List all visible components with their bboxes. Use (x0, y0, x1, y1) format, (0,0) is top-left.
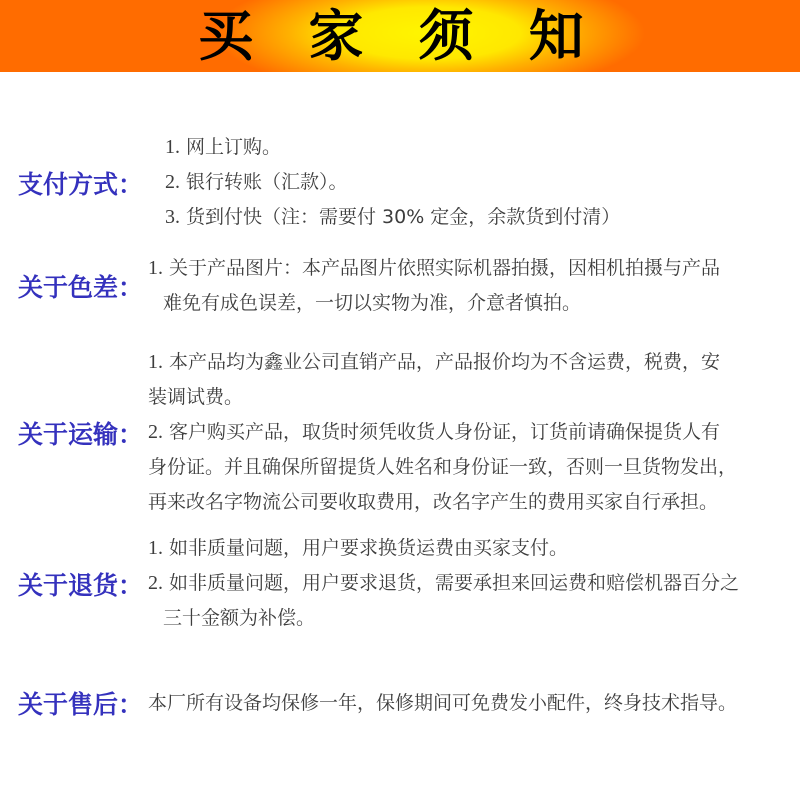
item-line (148, 345, 737, 380)
section-after-sales (18, 685, 800, 721)
section-label: 关于退货： (18, 570, 144, 600)
item-line (148, 686, 737, 721)
item-number: 2. (165, 171, 180, 193)
item-text: 客户购买产品，取货时须凭收货人身份证，订货前请确保提货人有 (169, 421, 721, 443)
notice-item (148, 531, 739, 566)
section-content (148, 345, 737, 520)
item-line (148, 251, 720, 286)
item-text: 银行转账（汇款）。 (186, 171, 348, 193)
item-line (148, 450, 737, 485)
item-number: 1. (148, 257, 163, 279)
section-content (148, 686, 737, 721)
item-text: 如非质量问题，用户要求换货运费由买家支付。 (169, 537, 569, 559)
section-shipping (18, 345, 800, 520)
item-text: 三十金额为补偿。 (163, 607, 316, 629)
item-line (148, 415, 737, 450)
item-text: 关于产品图片：本产品图片依照实际机器拍摄，因相机拍摄与产品 (169, 257, 721, 279)
item-text: 本产品均为鑫业公司直销产品，产品报价均为不含运费，税费，安 (169, 351, 721, 373)
item-text: 再来改名字物流公司要收取费用，改名字产生的费用买家自行承担。 (148, 491, 719, 513)
item-line (165, 130, 620, 165)
item-line (148, 286, 720, 321)
item-text: 网上订购。 (186, 136, 282, 158)
notice-sections (0, 72, 800, 721)
notice-item (148, 566, 739, 636)
item-line (165, 165, 620, 200)
item-line (165, 200, 620, 235)
item-number: 1. (165, 136, 180, 158)
page-title: 买 家 须 知 (198, 3, 602, 68)
item-text: 货到付快（注：需要付 30% 定金，余款货到付清） (186, 206, 621, 228)
item-line (148, 601, 739, 636)
item-number: 3. (165, 206, 180, 228)
section-returns (18, 531, 800, 636)
section-label: 关于色差： (18, 273, 144, 302)
item-text: 装调试费。 (148, 386, 244, 408)
notice-item (148, 686, 737, 721)
section-color-difference (18, 251, 800, 321)
notice-item (165, 130, 620, 165)
item-number: 2. (148, 572, 163, 594)
section-label: 支付方式： (18, 169, 144, 199)
item-text: 难免有成色误差，一切以实物为准，介意者慎拍。 (163, 292, 582, 314)
item-text: 如非质量问题，用户要求退货，需要承担来回运费和赔偿机器百分之 (169, 572, 740, 594)
section-payment-method (18, 130, 800, 235)
notice-item (165, 165, 620, 200)
banner (0, 0, 800, 72)
notice-item (148, 345, 737, 415)
notice-item (148, 251, 720, 321)
item-line (148, 566, 739, 601)
section-label: 关于运输： (18, 419, 144, 449)
section-label: 关于售后： (18, 690, 144, 719)
item-line (148, 531, 739, 566)
item-line (148, 380, 737, 415)
item-number: 1. (148, 537, 163, 559)
item-number: 2. (148, 421, 163, 443)
section-content (148, 531, 739, 636)
item-line (148, 485, 737, 520)
item-text: 本厂所有设备均保修一年，保修期间可免费发小配件，终身技术指导。 (148, 691, 738, 714)
notice-item (165, 200, 620, 235)
section-content (148, 251, 720, 321)
section-content (148, 130, 620, 235)
notice-item (148, 415, 737, 520)
item-number: 1. (148, 351, 163, 373)
item-text: 身份证。并且确保所留提货人姓名和身份证一致，否则一旦货物发出， (148, 456, 738, 478)
